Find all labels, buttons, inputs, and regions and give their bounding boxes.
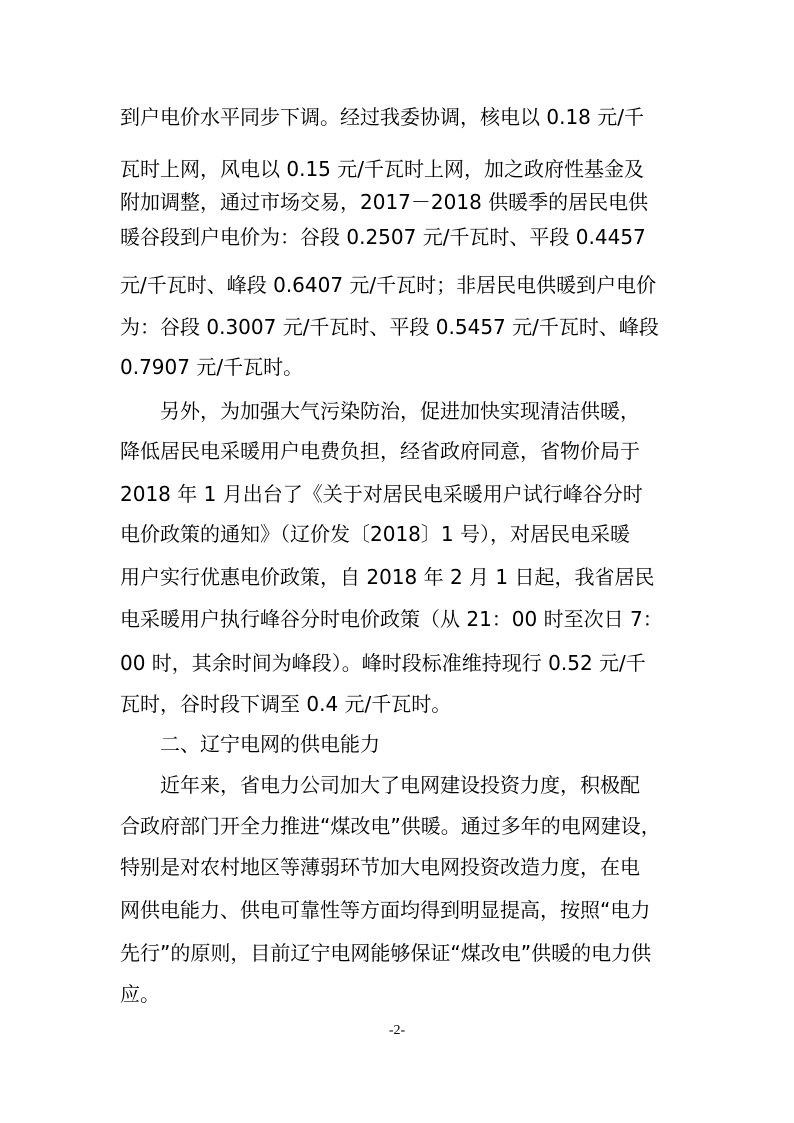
section-heading: 二、辽宁电网的供电能力	[160, 732, 380, 756]
paragraph-line: 电价政策的通知》（辽价发〔2018〕1 号），对居民电采暖	[120, 522, 630, 546]
paragraph-line: 电采暖用户执行峰谷分时电价政策（从 21：00 时至次日 7：	[120, 607, 663, 631]
paragraph-line: 另外，为加强大气污染防治，促进加快实现清洁供暖，	[160, 399, 640, 423]
paragraph-line: 降低居民电采暖用户电费负担，经省政府同意，省物价局于	[120, 439, 640, 463]
paragraph-line: 先行”的原则，目前辽宁电网能够保证“煤改电”供暖的电力供	[120, 941, 652, 965]
paragraph-line: 到户电价水平同步下调。经过我委协调，核电以 0.18 元/千	[120, 105, 644, 129]
paragraph-line: 元/千瓦时、峰段 0.6407 元/千瓦时；非居民电供暖到户电价	[120, 273, 657, 297]
paragraph-line: 为：谷段 0.3007 元/千瓦时、平段 0.5457 元/千瓦时、峰段	[120, 315, 659, 339]
paragraph-line: 用户实行优惠电价政策，自 2018 年 2 月 1 日起，我省居民	[120, 565, 655, 589]
paragraph-line: 近年来，省电力公司加大了电网建设投资力度，积极配	[160, 773, 640, 797]
paragraph-line: 网供电能力、供电可靠性等方面均得到明显提高，按照“电力	[120, 898, 651, 922]
paragraph-line: 0.7907 元/千瓦时。	[120, 355, 304, 379]
page-number: -2-	[388, 1023, 406, 1038]
paragraph-line: 特别是对农村地区等薄弱环节加大电网投资改造力度，在电	[120, 855, 640, 879]
paragraph-line: 暖谷段到户电价为：谷段 0.2507 元/千瓦时、平段 0.4457	[120, 225, 646, 249]
paragraph-line: 2018 年 1 月出台了《关于对居民电采暖用户试行峰谷分时	[120, 482, 643, 506]
paragraph-line: 00 时，其余时间为峰段）。峰时段标准维持现行 0.52 元/千	[120, 651, 646, 675]
paragraph-line: 合政府部门开全力推进“煤改电”供暖。通过多年的电网建设，	[120, 814, 661, 838]
paragraph-line: 瓦时上网，风电以 0.15 元/千瓦时上网，加之政府性基金及	[120, 157, 644, 181]
paragraph-line: 附加调整，通过市场交易，2017－2018 供暖季的居民电供	[120, 190, 649, 214]
paragraph-line: 瓦时，谷时段下调至 0.4 元/千瓦时。	[120, 692, 452, 716]
paragraph-line: 应。	[120, 982, 160, 1006]
